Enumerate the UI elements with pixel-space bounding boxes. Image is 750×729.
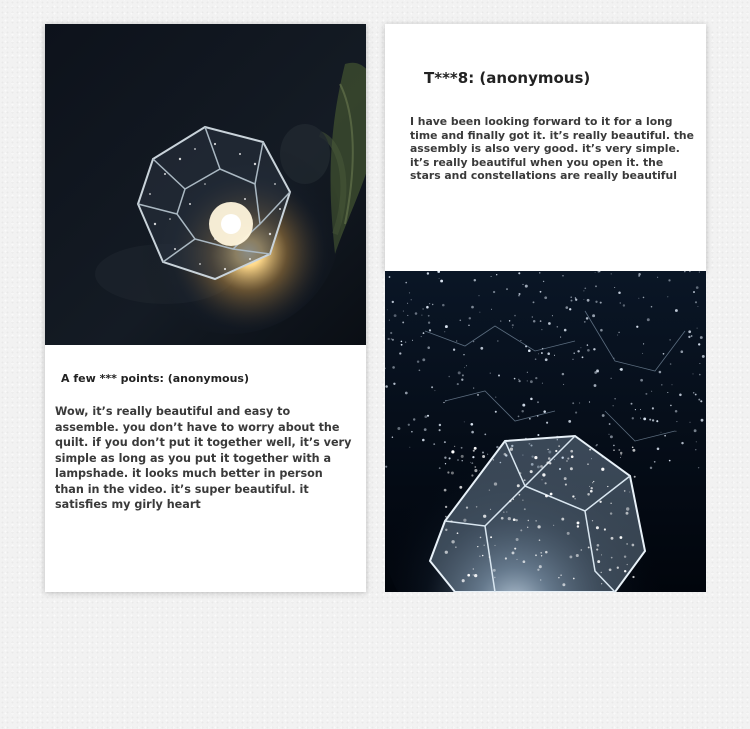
review-photo-1[interactable] — [45, 24, 366, 345]
review-photo-2[interactable] — [385, 271, 706, 592]
review-author-1: A few *** points: (anonymous) — [61, 372, 249, 385]
review-text-2: I have been looking forward to it for a long time and finally got it. it’s really beautiful. the assembly is also very good. it’s very simple. it’s really beautiful when you open it. the stars and constellations are really beautiful — [410, 115, 694, 182]
review-author-2: T***8: (anonymous) — [424, 69, 591, 87]
review-text-1: Wow, it’s really beautiful and easy to assemble. you don’t have to worry about the quilt. if you don’t put it together well, it’s very simple as long as you put it together with a lampshade. it looks much better in person than in the video. it’s super beautiful. it satisfies my girly heart — [55, 405, 352, 511]
